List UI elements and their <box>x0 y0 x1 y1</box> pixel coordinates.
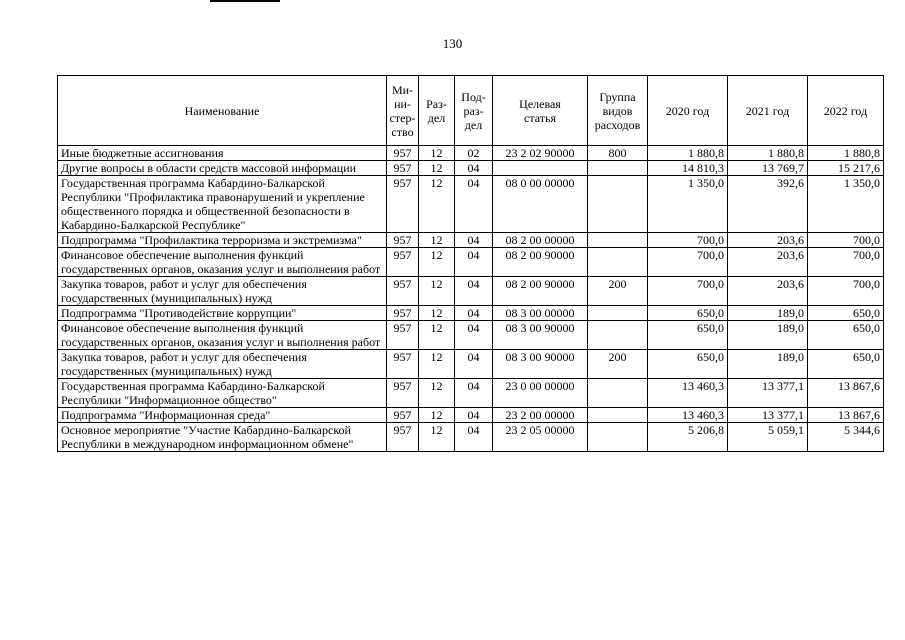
row-2020: 13 460,3 <box>648 379 728 408</box>
header-name: Наименование <box>58 76 387 146</box>
row-2022: 700,0 <box>808 233 884 248</box>
row-subsection: 04 <box>455 176 493 233</box>
row-name: Государственная программа Кабардино-Балкарской Республики "Профилактика правонарушений и укрепление общественного порядка и общественной безопасности в Кабардино-Балкарской Республике" <box>58 176 387 233</box>
table-row <box>58 423 884 452</box>
header-2020: 2020 год <box>648 76 728 146</box>
row-ministry: 957 <box>387 248 419 277</box>
row-name: Подпрограмма "Противодействие коррупции" <box>58 306 387 321</box>
row-target: 08 3 00 90000 <box>493 321 588 350</box>
row-subsection: 04 <box>455 408 493 423</box>
table-row <box>58 277 884 306</box>
row-section: 12 <box>419 233 455 248</box>
row-name: Финансовое обеспечение выполнения функций государственных органов, оказания услуг и выполнения работ <box>58 321 387 350</box>
row-subsection: 04 <box>455 248 493 277</box>
table-row <box>58 350 884 379</box>
row-group <box>588 423 648 452</box>
row-name: Другие вопросы в области средств массовой информации <box>58 161 387 176</box>
row-group <box>588 408 648 423</box>
header-2022: 2022 год <box>808 76 884 146</box>
budget-table <box>57 75 884 452</box>
row-target: 08 0 00 00000 <box>493 176 588 233</box>
row-2021: 13 377,1 <box>728 379 808 408</box>
row-group: 200 <box>588 277 648 306</box>
row-section: 12 <box>419 321 455 350</box>
row-subsection: 04 <box>455 277 493 306</box>
row-2022: 15 217,6 <box>808 161 884 176</box>
row-group <box>588 233 648 248</box>
row-ministry: 957 <box>387 408 419 423</box>
row-ministry: 957 <box>387 306 419 321</box>
table-row <box>58 321 884 350</box>
row-target: 23 2 05 00000 <box>493 423 588 452</box>
row-name: Финансовое обеспечение выполнения функций государственных органов, оказания услуг и выполнения работ <box>58 248 387 277</box>
row-section: 12 <box>419 379 455 408</box>
row-group <box>588 306 648 321</box>
row-ministry: 957 <box>387 176 419 233</box>
row-2022: 700,0 <box>808 248 884 277</box>
row-section: 12 <box>419 423 455 452</box>
row-2021: 203,6 <box>728 248 808 277</box>
row-subsection: 02 <box>455 146 493 161</box>
row-ministry: 957 <box>387 277 419 306</box>
row-subsection: 04 <box>455 233 493 248</box>
row-2021: 5 059,1 <box>728 423 808 452</box>
row-name: Закупка товаров, работ и услуг для обеспечения государственных (муниципальных) нужд <box>58 277 387 306</box>
row-2021: 189,0 <box>728 306 808 321</box>
row-name: Основное мероприятие "Участие Кабардино-Балкарской Республики в международном информационном обмене" <box>58 423 387 452</box>
header-target: Целевая статья <box>493 76 588 146</box>
row-section: 12 <box>419 306 455 321</box>
row-2022: 650,0 <box>808 350 884 379</box>
page-number: 130 <box>442 36 463 51</box>
row-2020: 14 810,3 <box>648 161 728 176</box>
header-section: Раз- дел <box>419 76 455 146</box>
row-subsection: 04 <box>455 306 493 321</box>
table-row <box>58 176 884 233</box>
row-2020: 650,0 <box>648 350 728 379</box>
row-2020: 13 460,3 <box>648 408 728 423</box>
table-row <box>58 248 884 277</box>
row-2021: 189,0 <box>728 350 808 379</box>
row-2020: 650,0 <box>648 321 728 350</box>
row-2021: 203,6 <box>728 233 808 248</box>
row-2020: 700,0 <box>648 233 728 248</box>
row-ministry: 957 <box>387 321 419 350</box>
row-target: 08 3 00 90000 <box>493 350 588 379</box>
header-group: Группа видов расходов <box>588 76 648 146</box>
row-group: 800 <box>588 146 648 161</box>
row-section: 12 <box>419 161 455 176</box>
row-2022: 1 350,0 <box>808 176 884 233</box>
row-target <box>493 161 588 176</box>
row-section: 12 <box>419 408 455 423</box>
row-section: 12 <box>419 350 455 379</box>
row-ministry: 957 <box>387 423 419 452</box>
row-ministry: 957 <box>387 161 419 176</box>
row-subsection: 04 <box>455 379 493 408</box>
row-name: Государственная программа Кабардино-Балкарской Республики "Информационное общество" <box>58 379 387 408</box>
table-row <box>58 408 884 423</box>
row-ministry: 957 <box>387 233 419 248</box>
row-2020: 650,0 <box>648 306 728 321</box>
row-2020: 5 206,8 <box>648 423 728 452</box>
row-2022: 650,0 <box>808 321 884 350</box>
row-2021: 1 880,8 <box>728 146 808 161</box>
header-ministry: Ми- ни- стер- ство <box>387 76 419 146</box>
row-target: 08 2 00 90000 <box>493 248 588 277</box>
row-subsection: 04 <box>455 423 493 452</box>
row-target: 23 0 00 00000 <box>493 379 588 408</box>
row-2021: 13 769,7 <box>728 161 808 176</box>
row-section: 12 <box>419 248 455 277</box>
row-2021: 13 377,1 <box>728 408 808 423</box>
table-row <box>58 233 884 248</box>
row-name: Закупка товаров, работ и услуг для обеспечения государственных (муниципальных) нужд <box>58 350 387 379</box>
row-2020: 700,0 <box>648 277 728 306</box>
row-group <box>588 176 648 233</box>
row-ministry: 957 <box>387 146 419 161</box>
table-row <box>58 306 884 321</box>
row-2022: 650,0 <box>808 306 884 321</box>
row-2020: 1 350,0 <box>648 176 728 233</box>
table-header-row <box>58 76 884 146</box>
row-2020: 1 880,8 <box>648 146 728 161</box>
row-2021: 189,0 <box>728 321 808 350</box>
row-name: Подпрограмма "Профилактика терроризма и экстремизма" <box>58 233 387 248</box>
row-section: 12 <box>419 146 455 161</box>
row-name: Подпрограмма "Информационная среда" <box>58 408 387 423</box>
row-target: 23 2 02 90000 <box>493 146 588 161</box>
row-2021: 392,6 <box>728 176 808 233</box>
row-group <box>588 248 648 277</box>
row-subsection: 04 <box>455 321 493 350</box>
row-2022: 1 880,8 <box>808 146 884 161</box>
row-subsection: 04 <box>455 161 493 176</box>
header-2021: 2021 год <box>728 76 808 146</box>
scan-mark <box>210 0 280 2</box>
row-2020: 700,0 <box>648 248 728 277</box>
row-group <box>588 161 648 176</box>
table-row <box>58 161 884 176</box>
row-group <box>588 321 648 350</box>
row-target: 08 3 00 00000 <box>493 306 588 321</box>
row-target: 08 2 00 90000 <box>493 277 588 306</box>
row-2022: 13 867,6 <box>808 408 884 423</box>
row-2021: 203,6 <box>728 277 808 306</box>
row-2022: 13 867,6 <box>808 379 884 408</box>
row-section: 12 <box>419 277 455 306</box>
row-target: 23 2 00 00000 <box>493 408 588 423</box>
table-row <box>58 379 884 408</box>
row-2022: 5 344,6 <box>808 423 884 452</box>
row-target: 08 2 00 00000 <box>493 233 588 248</box>
row-name: Иные бюджетные ассигнования <box>58 146 387 161</box>
row-ministry: 957 <box>387 350 419 379</box>
header-subsection: Под- раз- дел <box>455 76 493 146</box>
row-section: 12 <box>419 176 455 233</box>
row-group <box>588 379 648 408</box>
row-group: 200 <box>588 350 648 379</box>
row-subsection: 04 <box>455 350 493 379</box>
row-ministry: 957 <box>387 379 419 408</box>
table-row <box>58 146 884 161</box>
row-2022: 700,0 <box>808 277 884 306</box>
